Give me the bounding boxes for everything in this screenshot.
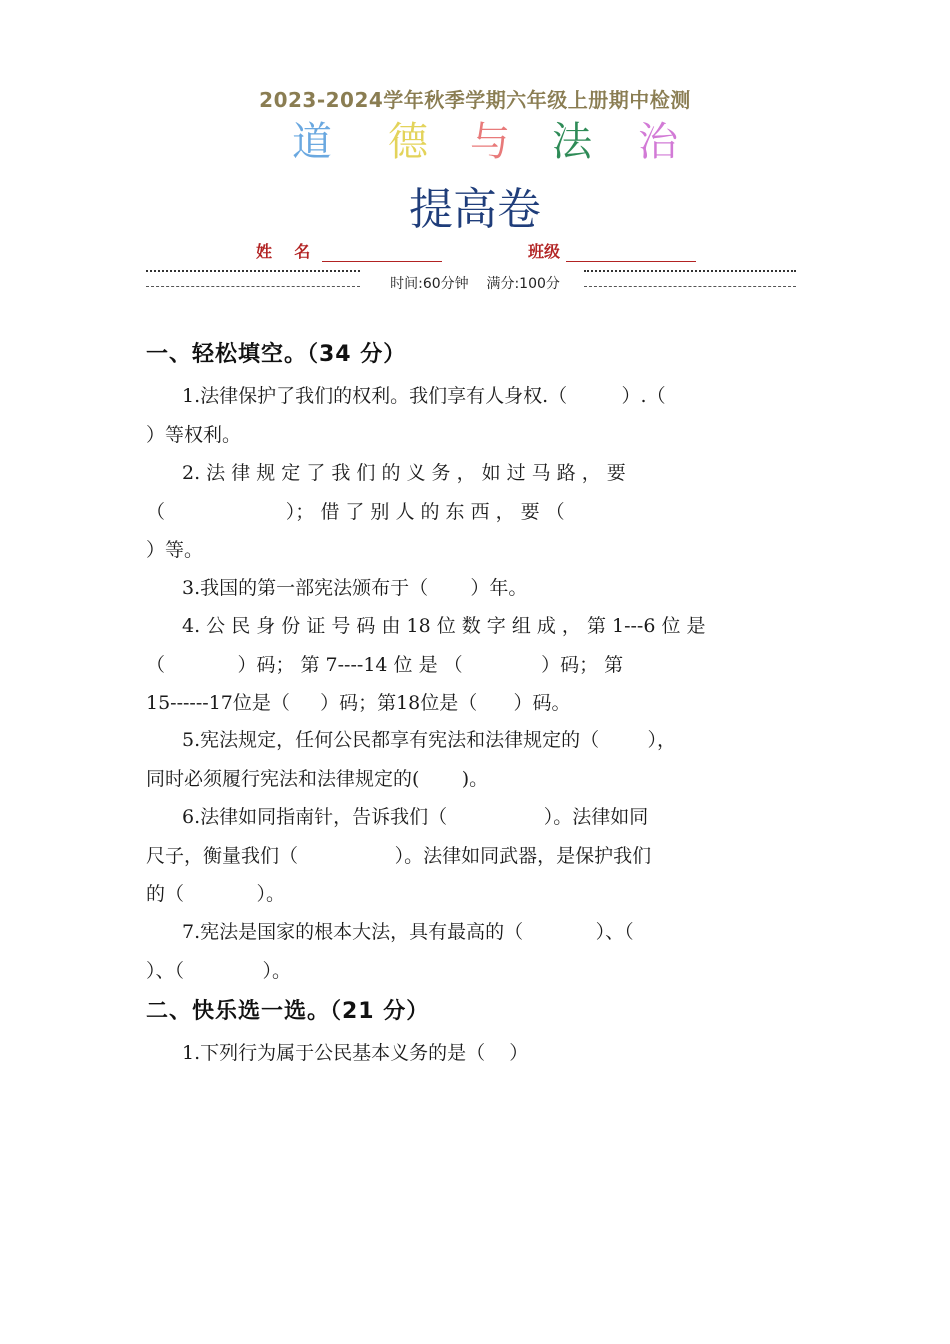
question-line: （ ）码； 第 7----14 位 是 （ ）码； 第	[146, 653, 624, 676]
name-label: 姓 名	[256, 242, 311, 261]
subject-title	[0, 118, 950, 170]
question-line: 5.宪法规定，任何公民都享有宪法和法律规定的（ ），	[182, 729, 676, 751]
subject-char-5: 治	[638, 119, 678, 165]
question-line: 4. 公 民 身 份 证 号 码 由 18 位 数 字 组 成 ， 第 1---6 位 是	[182, 615, 706, 637]
question-1-6	[146, 798, 806, 914]
question-line: 3.我国的第一部宪法颁布于（ ）年。	[182, 577, 528, 599]
name-blank[interactable]	[322, 261, 442, 262]
question-line: ）、（ ）。	[146, 959, 292, 982]
question-line: ）等。	[146, 539, 204, 561]
subject-char-3: 与	[470, 119, 510, 165]
question-1-1	[146, 377, 806, 454]
time-info: 时间:60分钟 满分:100分	[390, 276, 560, 292]
question-line: 6.法律如同指南针，告诉我们（ ）。法律如同	[182, 806, 649, 828]
question-line: 同时必须履行宪法和法律规定的( )。	[146, 767, 489, 790]
question-1-4	[146, 607, 806, 723]
question-line: 15------17位是（ ）码；第18位是（ ）码。	[146, 692, 571, 714]
question-line: 2. 法 律 规 定 了 我 们 的 义 务 ， 如 过 马 路 ， 要	[182, 462, 626, 484]
paper-type: 提高卷	[409, 184, 541, 235]
subject-char-1: 道	[292, 119, 332, 165]
class-label: 班级	[528, 242, 561, 261]
question-1-3	[146, 569, 806, 608]
question-line: 的（ ）。	[146, 883, 285, 905]
subject-char-2: 德	[388, 119, 428, 165]
question-line: 1.法律保护了我们的权利。我们享有人身权.（ ）.（	[182, 385, 666, 407]
section-1-title: 一、轻松填空。（34 分）	[146, 342, 407, 367]
question-line: 尺子，衡量我们（ ）。法律如同武器，是保护我们	[146, 844, 652, 867]
class-blank[interactable]	[566, 261, 696, 262]
question-1-5	[146, 721, 806, 798]
exam-title: 2023-2024学年秋季学期六年级上册期中检测	[259, 88, 691, 112]
question-line: 1.下列行为属于公民基本义务的是（ ）	[182, 1042, 529, 1064]
question-line: 7.宪法是国家的根本大法，具有最高的（ ）、（	[182, 921, 634, 943]
question-2-1	[146, 1034, 806, 1073]
subject-char-4: 法	[552, 119, 592, 165]
question-1-7	[146, 913, 806, 990]
question-1-2	[146, 454, 806, 570]
question-line: ）等权利。	[146, 423, 242, 446]
question-line: （ ）； 借 了 别 人 的 东 西 ， 要 （	[146, 500, 565, 523]
section-2-title: 二、快乐选一选。（21 分）	[146, 999, 430, 1024]
